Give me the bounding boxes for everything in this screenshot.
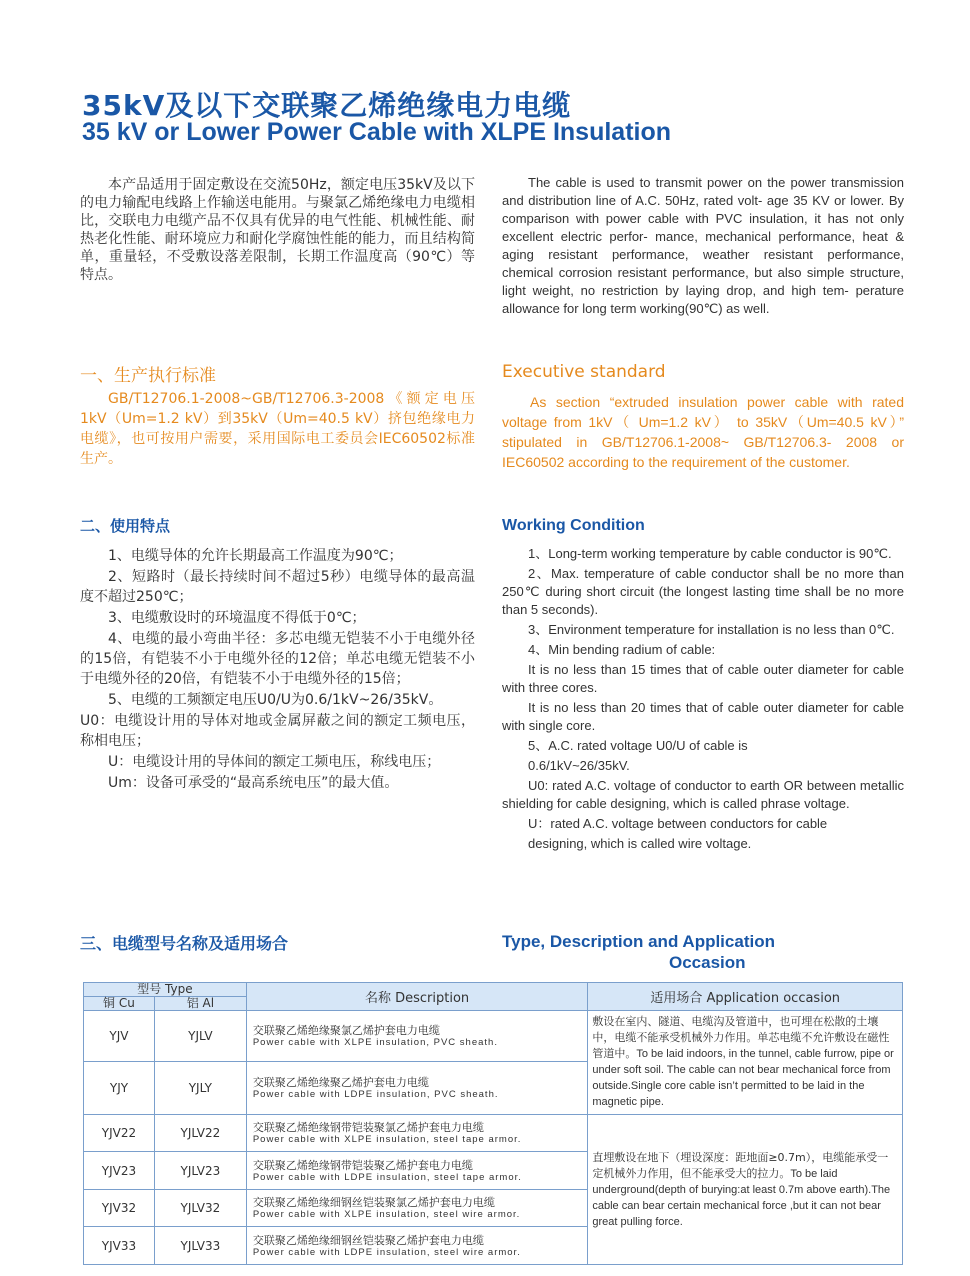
cable-type-table [83, 982, 903, 1265]
working-heading-cn: 二、使用特点 [80, 517, 171, 535]
list-item: designing, which is called wire voltage. [528, 836, 752, 851]
list-item: 3、电缆敷设时的环境温度不得低于0℃； [108, 610, 366, 626]
cell-description [246, 1011, 588, 1062]
cell-al: YJLV23 [154, 1152, 246, 1190]
cell-al: YJLV [154, 1011, 246, 1062]
desc-en: Power cable with XLPE insulation, steel wire armor. [252, 1209, 521, 1220]
desc-cn: 交联聚乙烯绝缘聚氯乙烯护套电力电缆 [252, 1024, 440, 1037]
cell-description [246, 1115, 588, 1152]
list-item: 2、Max. temperature of cable conductor shall be no more than 250℃ during short circuit (the longest lasting time shall be no more than 5 seconds). [502, 566, 904, 617]
cell-application-1 [588, 1011, 903, 1115]
cell-description [246, 1062, 588, 1115]
list-item: U0：电缆设计用的导体对地或金属屏蔽之间的额定工频电压，称相电压； [80, 713, 475, 749]
cell-cu: YJV22 [84, 1115, 155, 1152]
desc-en: Power cable with LDPE insulation, steel tape armor. [252, 1171, 522, 1183]
working-list-en [502, 545, 904, 855]
working-heading-en: Working Condition [502, 517, 645, 534]
header-type: 型号 Type [84, 983, 247, 997]
list-item: 3、Environment temperature for installation is no less than 0℃. [528, 622, 895, 637]
types-heading-cn: 三、电缆型号名称及适用场合 [80, 934, 289, 953]
cell-al: YJLV33 [154, 1227, 246, 1265]
desc-cn: 交联聚乙烯绝缘聚乙烯护套电力电缆 [252, 1076, 429, 1089]
cell-cu: YJV [84, 1011, 155, 1062]
list-item: U0: rated A.C. voltage of conductor to earth OR between metallic shielding for cable designing, which is called phrase voltage. [502, 778, 904, 811]
desc-cn: 交联聚乙烯绝缘钢带铠装聚氯乙烯护套电力电缆 [252, 1121, 484, 1134]
table-row [84, 1011, 903, 1062]
table-row [84, 1115, 903, 1152]
intro-text-en: The cable is used to transmit power on the power transmission and distribution line of A.C. 50Hz, rated volt- age 35 KV or lower. By comparison with power cable with PVC insulation, it has not only excellent electric perfor- mance, mechanical performance, heat & aging resistant performance, weather resistant performance, chemical corrosion resistant performance, but also simple structure, light weight, no restriction by laying drop, and high tem- perature allowance for long term working(90℃) as well. [502, 175, 904, 316]
header-al: 铝 Al [154, 997, 246, 1011]
list-item: It is no less than 15 times that of cable outer diameter for cable with three cores. [502, 662, 904, 695]
cell-cu: YJV23 [84, 1152, 155, 1190]
list-item: 2、短路时（最长持续时间不超过5秒）电缆导体的最高温度不超过250℃； [80, 569, 475, 605]
cell-cu: YJV32 [84, 1190, 155, 1227]
header-description: 名称 Description [246, 983, 588, 1011]
page-title-cn: 35kV及以下交联聚乙烯绝缘电力电缆 [82, 89, 572, 122]
desc-cn: 交联聚乙烯绝缘细钢丝铠装聚乙烯护套电力电缆 [252, 1233, 484, 1247]
list-item: 1、电缆导体的允许长期最高工作温度为90℃； [108, 548, 403, 564]
list-item: 5、电缆的工频额定电压U0/U为0.6/1kV~26/35kV。 [108, 692, 443, 708]
list-item: Um：设备可承受的“最高系统电压”的最大值。 [108, 775, 399, 791]
cell-description [246, 1227, 588, 1265]
list-item: 0.6/1kV~26/35kV. [528, 758, 630, 773]
types-heading-en-line2: Occasion [669, 953, 746, 972]
cell-description [246, 1190, 588, 1227]
working-list-cn [80, 546, 475, 794]
desc-en: Power cable with XLPE insulation, steel tape armor. [252, 1134, 522, 1145]
cell-cu: YJY [84, 1062, 155, 1115]
desc-en: Power cable with LDPE insulation, PVC sheath. [252, 1089, 499, 1100]
cell-cu: YJV33 [84, 1227, 155, 1265]
header-cu: 铜 Cu [84, 997, 155, 1011]
app2-en: To be laid underground(depth of burying:at least 0.7m above earth).The cable can bear certain mechanical force ,but it can not bear great pulling force. [592, 1167, 891, 1228]
list-item: 4、电缆的最小弯曲半径：多芯电缆无铠装不小于电缆外径的15倍，有铠装不小于电缆外径的12倍；单芯电缆无铠装不小于电缆外径的20倍，有铠装不小于电缆外径的15倍； [80, 631, 475, 687]
desc-cn: 交联聚乙烯绝缘钢带铠装聚乙烯护套电力电缆 [252, 1158, 473, 1172]
list-item: 1、Long-term working temperature by cable conductor is 90℃. [528, 546, 892, 561]
standard-text-en: As section “extruded insulation power cable with rated voltage from 1kV（ Um=1.2 kV） to 35kV（Um=40.5 kV）” stipulated in GB/T12706.1-2008~ GB/T12706.3- 2008 or IEC60502 according to the requirement of the customer. [502, 394, 904, 470]
header-application: 适用场合 Application occasion [588, 983, 903, 1011]
app2-cn: 直埋敷设在地下（埋设深度：距地面≥0.7m），电缆能承受一定机械外力作用，但不能承受大的拉力。 [592, 1150, 889, 1180]
list-item: 5、A.C. rated voltage U0/U of cable is [528, 738, 748, 753]
desc-cn: 交联聚乙烯绝缘细钢丝铠装聚氯乙烯护套电力电缆 [252, 1196, 495, 1209]
cell-description [246, 1152, 588, 1190]
desc-en: Power cable with XLPE insulation, PVC sheath. [252, 1037, 498, 1048]
cell-al: YJLV22 [154, 1115, 246, 1152]
cell-application-2 [588, 1115, 903, 1265]
types-heading-en [502, 931, 922, 973]
page-title-en: 35 kV or Lower Power Cable with XLPE Insulation [82, 118, 672, 146]
types-heading-en-line1: Type, Description and Application [502, 932, 775, 951]
list-item: U：电缆设计用的导体间的额定工频电压，称线电压； [108, 754, 441, 770]
app1-en: To be laid indoors, in the tunnel, cable furrow, pipe or under soft soil. The cable can not bear mechanical force from outside.Single core cable isn’t permitted to be laid in the magnetic pipe. [592, 1048, 894, 1108]
intro-text-cn: 本产品适用于固定敷设在交流50Hz，额定电压35kV及以下的电力输配电线路上作输送电能用。与聚氯乙烯绝缘电力电缆相比，交联电力电缆产品不仅具有优异的电气性能、机械性能、耐热老化性能、耐环境应力和耐化学腐蚀性能的能力，而且结构简单，重量轻，不受敷设落差限制，长期工作温度高（90℃）等特点。 [80, 177, 475, 283]
app1-cn: 敷设在室内、隧道、电缆沟及管道中，也可埋在松散的土壤中，电缆不能承受机械外力作用。单芯电缆不允许敷设在磁性管道中。 [592, 1015, 890, 1060]
list-item: U：rated A.C. voltage between conductors for cable [528, 816, 828, 831]
standard-heading-en: Executive standard [502, 362, 666, 382]
desc-en: Power cable with LDPE insulation, steel wire armor. [252, 1246, 521, 1258]
standard-text-cn: GB/T12706.1-2008~GB/T12706.3-2008《额定电压1kV（Um=1.2 kV）到35kV（Um=40.5 kV）挤包绝缘电力电缆》，也可按用户需要，采用国际电工委员会IEC60502标准生产。 [80, 391, 475, 467]
list-item: 4、Min bending radium of cable: [528, 642, 716, 657]
cell-al: YJLV32 [154, 1190, 246, 1227]
standard-heading-cn: 一、生产执行标准 [80, 366, 216, 386]
cell-al: YJLY [154, 1062, 246, 1115]
list-item: It is no less than 20 times that of cable outer diameter for cable with single core. [502, 700, 904, 733]
